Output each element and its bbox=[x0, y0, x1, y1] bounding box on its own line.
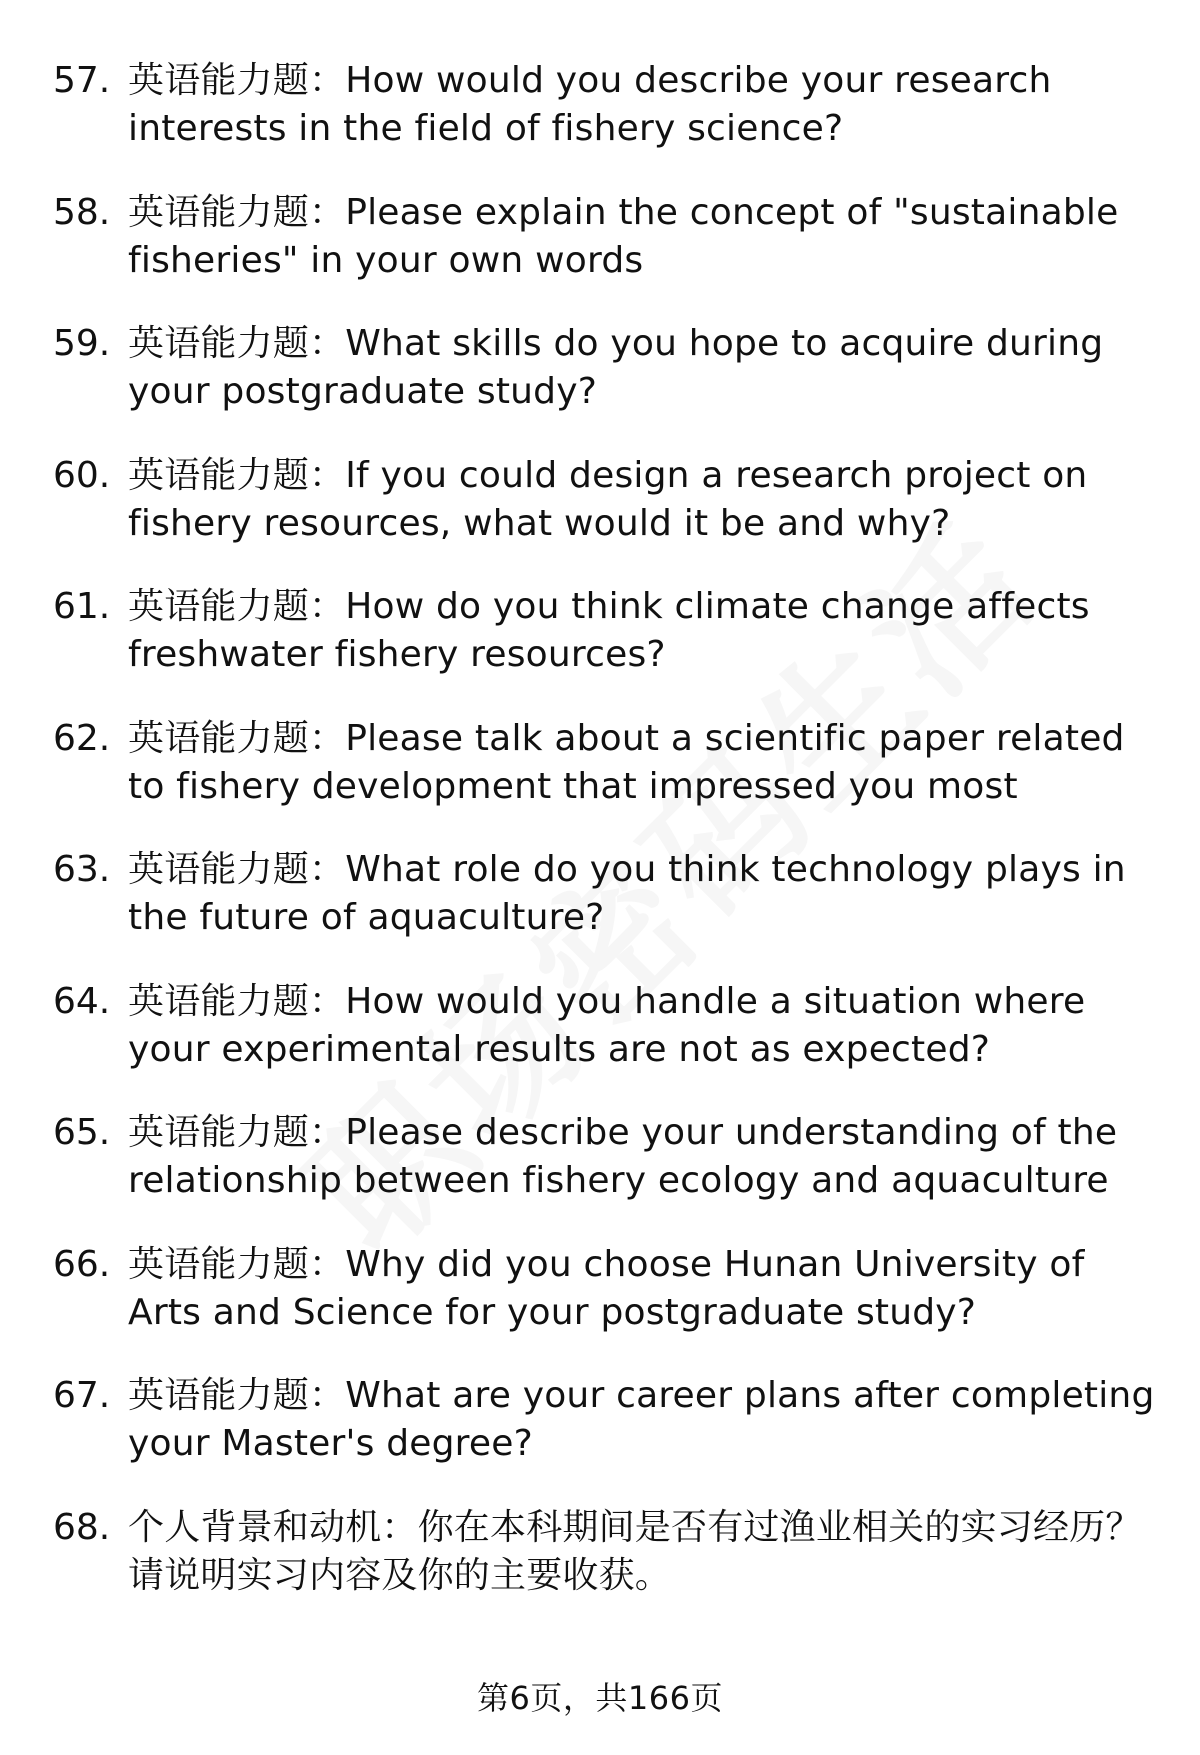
question-text: 英语能力题：Please describe your understanding of the relationship between fishery ecology and aquaculture bbox=[128, 1112, 1118, 1201]
question-item bbox=[0, 846, 1200, 978]
question-number: 57. bbox=[53, 60, 111, 101]
question-text: 英语能力题：What are your career plans after completing your Master's degree? bbox=[128, 1375, 1155, 1464]
question-text: 英语能力题：How would you handle a situation where your experimental results are not as expected? bbox=[128, 980, 1086, 1070]
question-text: 英语能力题：If you could design a research project on fishery resources, what would it be and why? bbox=[128, 454, 1088, 544]
question-number: 62. bbox=[53, 717, 111, 759]
question-item bbox=[0, 1109, 1200, 1241]
question-number: 68. bbox=[53, 1506, 111, 1548]
question-item bbox=[0, 57, 1200, 189]
question-number: 59. bbox=[53, 323, 111, 364]
question-number: 67. bbox=[53, 1375, 111, 1416]
question-number: 61. bbox=[53, 586, 111, 627]
question-item bbox=[0, 1504, 1200, 1636]
question-text: 英语能力题：What role do you think technology plays in the future of aquaculture? bbox=[128, 849, 1126, 938]
question-text: 英语能力题：How do you think climate change affects freshwater fishery resources? bbox=[128, 586, 1090, 675]
question-number: 64. bbox=[53, 980, 111, 1022]
page-footer: 第6页，共166页 bbox=[477, 1679, 723, 1717]
question-item bbox=[0, 320, 1200, 452]
question-number: 60. bbox=[53, 454, 111, 496]
question-item bbox=[0, 1372, 1200, 1504]
question-item bbox=[0, 452, 1200, 584]
question-number: 63. bbox=[53, 849, 111, 890]
question-text: 英语能力题：Please explain the concept of "sustainable fisheries" in your own words bbox=[128, 191, 1119, 281]
question-item bbox=[0, 978, 1200, 1110]
question-item bbox=[0, 583, 1200, 715]
question-text: 英语能力题：Please talk about a scientific paper related to fishery development that impressed you most bbox=[128, 717, 1125, 807]
question-text: 英语能力题：What skills do you hope to acquire during your postgraduate study? bbox=[128, 323, 1104, 412]
question-text: 英语能力题：Why did you choose Hunan University of Arts and Science for your postgraduate study? bbox=[128, 1243, 1085, 1333]
question-text: 英语能力题：How would you describe your research interests in the field of fishery science? bbox=[128, 60, 1052, 149]
question-item bbox=[0, 1241, 1200, 1373]
question-number: 65. bbox=[53, 1112, 111, 1153]
question-number: 66. bbox=[53, 1243, 111, 1285]
question-list bbox=[0, 57, 1200, 1635]
question-item bbox=[0, 189, 1200, 321]
question-number: 58. bbox=[53, 191, 111, 233]
question-item bbox=[0, 715, 1200, 847]
question-text: 个人背景和动机：你在本科期间是否有过渔业相关的实习经历？请说明实习内容及你的主要收获。 bbox=[128, 1506, 1142, 1596]
